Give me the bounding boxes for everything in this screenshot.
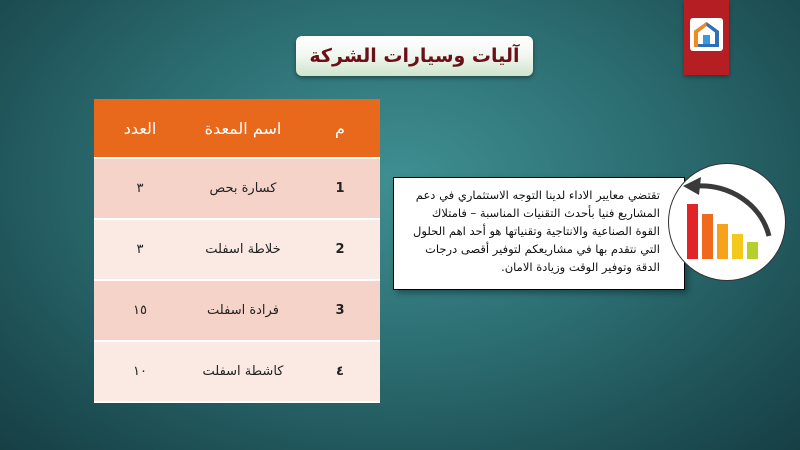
cell-num: 3 [300,280,380,341]
cell-num: ٤ [300,341,380,402]
table-header-row [94,99,380,158]
cell-count: ١٥ [94,280,186,341]
bar-4 [732,234,743,259]
equipment-table [94,99,380,403]
house-icon [690,18,723,51]
cell-name: كسارة بحص [186,158,300,219]
info-callout [393,177,685,290]
header-num: م [300,99,380,158]
growth-bars-graphic [669,164,784,279]
bar-5 [747,242,758,259]
cell-name: خلاطة اسفلت [186,219,300,280]
cell-name: كاشطة اسفلت [186,341,300,402]
bar-2 [702,214,713,259]
cell-name: فرادة اسفلت [186,280,300,341]
table-row [94,219,380,280]
cell-num: 2 [300,219,380,280]
table-row [94,341,380,402]
table-row [94,280,380,341]
page-title: آليات وسيارات الشركة [309,45,520,67]
arrow-head [683,177,701,195]
cell-num: 1 [300,158,380,219]
header-name: اسم المعدة [186,99,300,158]
logo-tab [684,0,729,75]
header-count: العدد [94,99,186,158]
cell-count: ٣ [94,219,186,280]
cell-count: ٣ [94,158,186,219]
growth-chart-icon [668,163,786,281]
bar-3 [717,224,728,259]
cell-count: ١٠ [94,341,186,402]
info-text: تقتضي معايير الاداء لدينا التوجه الاستثماري في دعم المشاريع فنيا بأحدث التقنيات المناسبة – فامتلاك القوة الصناعية والانتاجية وتقنياتها هو أحد اهم الحلول التي نتقدم بها في مشاريعكم لتوفير أقصى درجات الدقة وتوفير الوقت وزيادة الامان. [413,188,660,274]
company-logo-icon [690,18,723,51]
bar-1 [687,204,698,259]
table-row [94,158,380,219]
title-banner [296,36,533,76]
